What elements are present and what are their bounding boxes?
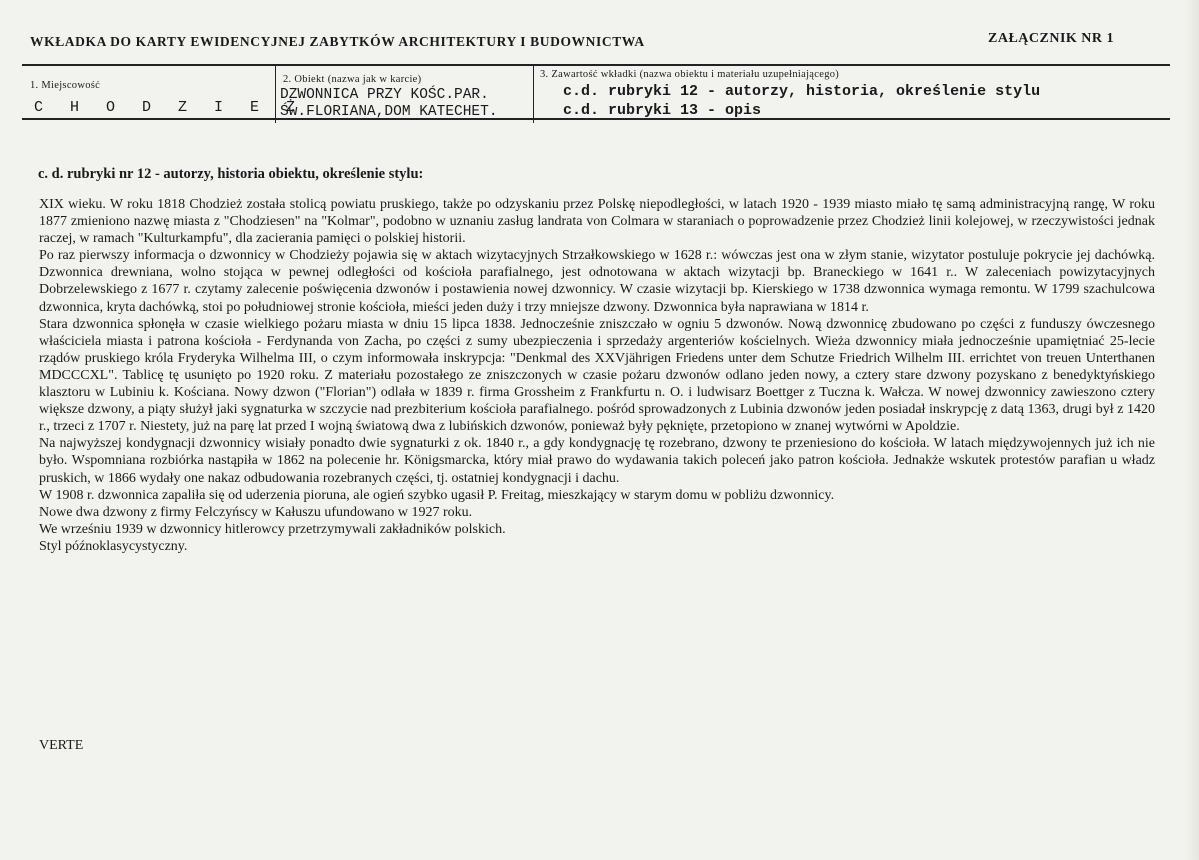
verte-note: VERTE xyxy=(39,738,84,753)
paragraph: Po raz pierwszy informacja o dzwonnicy w Chodzieży pojawia się w aktach wizytacyjnych Strzałkowskiego w 1628 r.: wówczas jest ona w złym stanie, wizytator postuluje pokrycie jej dachówką. Dzwonnica drewniana, wolno stojąca w pewnej odległości od kościoła parafialnego, jest odnotowana w aktach wizytacji bp. Braneckiego w 1641 r.. W zaleceniach powizytacyjnych Dobrzelewskiego z 1677 r. czytamy zalecenie poświęcenia dzwonów i postawienia nowej dzwonnicy. W czasie wizytacji bp. Kierskiego w 1738 dzwonnica wymaga remontu. W 1799 szachulcowa dzwonnica, kryta dachówką, stoi po południowej stronie kościoła, mieści jeden duży i trzy mniejsze dzwony. Dzwonnica była naprawiana w 1814 r. xyxy=(39,248,1155,315)
object-line-2: Św.FLORIANA,DOM KATECHET. xyxy=(280,104,498,120)
column-divider-2 xyxy=(533,66,534,123)
scan-edge xyxy=(1185,0,1199,860)
paragraph: Na najwyższej kondygnacji dzwonnicy wisiały ponadto dwie sygnaturki z ok. 1840 r., a gdy kondygnację tę rozebrano, dzwony te przeniesiono do kościoła. W latach międzywojennych już ich nie było. Wspomniana rozbiórka nastąpiła w 1862 na polecenie hr. Königsmarcka, który miał prawo do wydawania takich poleceń jako patron kościoła. Jednakże wskutek protestów parafian u władz pruskich, w 1866 wydały one nakaz odbudowania rozebranych części, tj. ostatniej kondygnacji i dachu. xyxy=(39,436,1155,486)
paragraph: Nowe dwa dzwony z firmy Felczyńscy w Kałuszu ufundowano w 1927 roku. xyxy=(39,504,473,520)
contents-label: 3. Zawartość wkładki (nazwa obiektu i materiału uzupełniającego) xyxy=(540,69,840,80)
paragraph: We wrześniu 1939 w dzwonnicy hitlerowcy przetrzymywali zakładników polskich. xyxy=(39,521,506,537)
contents-line-1: c.d. rubryki 12 - autorzy, historia, określenie stylu xyxy=(563,83,1041,100)
locality-value: C H O D Z I E Ż xyxy=(34,99,305,116)
section-heading: c. d. rubryki nr 12 - autorzy, historia obiektu, określenie stylu: xyxy=(38,166,424,182)
header-rule-top xyxy=(22,64,1170,66)
form-title: WKŁADKA DO KARTY EWIDENCYJNEJ ZABYTKÓW ARCHITEKTURY I BUDOWNICTWA xyxy=(30,34,645,49)
object-line-1: DZWONNICA PRZY KOŚC.PAR. xyxy=(280,87,489,103)
paragraph: W 1908 r. dzwonnica zapaliła się od uderzenia pioruna, ale ogień szybko ugasił P. Freitag, mieszkający w starym domu w pobliżu dzwonnicy. xyxy=(39,487,835,503)
attachment-number: ZAŁĄCZNIK NR 1 xyxy=(988,31,1115,46)
object-label: 2. Obiekt (nazwa jak w karcie) xyxy=(283,74,422,85)
locality-label: 1. Miejscowość xyxy=(30,80,101,91)
contents-line-2: c.d. rubryki 13 - opis xyxy=(563,102,762,119)
history-text xyxy=(39,196,1155,555)
paragraph: Stara dzwonnica spłonęła w czasie wielkiego pożaru miasta w dniu 15 lipca 1838. Jednocześnie zniszczało w ogniu 5 dzwonów. Nową dzwonnicę zbudowano po części z funduszy ówczesnego właściciela miasta i patrona kościoła - Ferdynanda von Zacha, po części z sumy ubezpieczenia i sprzedaży argenteriów kościelnych. Wieża dzwonnicy miała jednocześnie upamiętniać 25-lecie rządów pruskiego króla Fryderyka Wilhelma III, o czym informowała inskrypcja: "Denkmal des XXVjährigen Friedens unter dem Schutze Friedrich Wilhelm III. errichtet von treuen Unterthanen MDCCCXL". Tablicę tę usunięto po 1920 roku. Z materiału pozostałego ze zniszczonych w czasie pożaru dzwonów odlano jeden nowy, a cztery stare dzwony pozyskano z benedyktyńskiego klasztoru w Lubiniu k. Kościana. Nowy dzwon ("Florian") odlała w 1839 r. firma Grossheim z Frankfurtu n. O. i ludwisarz Boettger z Tuczna k. Wałcza. W nowej dzwonnicy zawieszono cztery większe dzwony, a piąty służył jaki sygnaturka w szczycie nad prezbiterium kościoła parafialnego. pośród sprowadzonych z Lubinia dzwonów jeden posiadał inskrypcję z datą 1363, drugi był z 1420 r., trzeci z 1707 r. Niestety, już na parę lat przed I wojną światową dwa z lubińskich dzwonów, ponieważ były pęknięte, przetopiono w znanej wytwórni w Apoldzie. xyxy=(39,316,1155,435)
paragraph: XIX wieku. W roku 1818 Chodzież została stolicą powiatu pruskiego, także po odzyskaniu przez Polskę niepodległości, w latach 1920 - 1939 miasto miało tę samą administracyjną rangę, W roku 1877 zmieniono nazwę miasta z "Chodziesen" na "Kolmar", podobno w uznaniu zasług landrata von Colmara w staraniach o poprowadzenie przez Chodzież linii kolejowej, w rzeczywistości jednak raczej, w ramach "Kulturkampfu", dla zacierania pamięci o polskiej historii. xyxy=(39,197,1155,247)
paragraph: Styl późnoklasycystyczny. xyxy=(39,538,188,554)
